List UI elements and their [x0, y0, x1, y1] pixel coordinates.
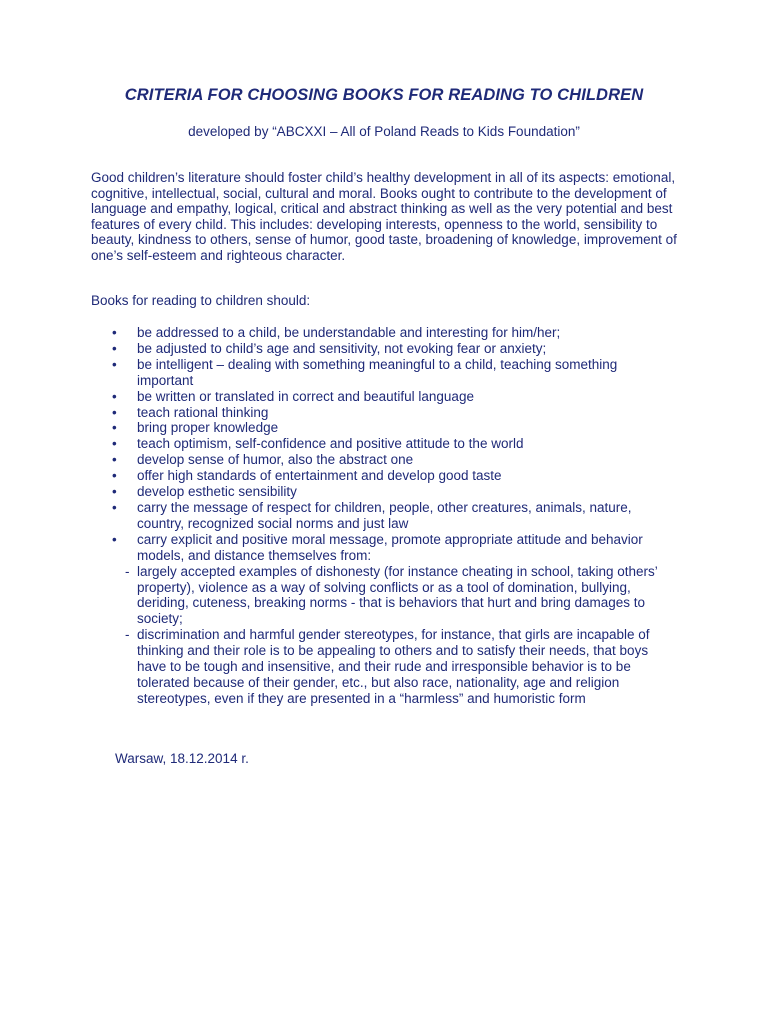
bullet-icon: •: [112, 325, 117, 340]
list-item: [112, 405, 672, 421]
bullet-icon: •: [112, 388, 117, 404]
list-item-text: be intelligent – dealing with something meaningful to a child, teaching something important: [137, 356, 618, 388]
dash-icon: -: [125, 563, 130, 579]
list-item-text: teach rational thinking: [137, 404, 269, 420]
sub-list-item-text: discrimination and harmful gender stereotypes, for instance, that girls are incapable of thinking and their role is to be appealing to others and to satisfy their needs, that boys have to be tough and insensitive, and their rude and irresponsible behavior is to be tolerated because of their gender, etc., but also race, nationality, age and religion stereotypes, even if they are presented in a “harmless” and humoristic form: [137, 627, 650, 706]
intro-paragraph: Good children’s literature should foster child’s healthy development in all of its aspects: emotional, cognitive, intellectual, social, cultural and moral. Books ought to contribute to the development of language and empathy, logical, critical and abstract thinking as well as the very potential and best features of every child. This includes: developing interests, openness to the world, sensibility to beauty, kindness to others, sense of humor, good taste, broadening of knowledge, improvement of one’s self-esteem and righteous character.: [91, 170, 677, 263]
list-item: [112, 532, 672, 707]
place-date-line: Warsaw, 18.12.2014 r.: [115, 751, 249, 766]
bullet-icon: •: [112, 484, 117, 500]
bullet-icon: •: [112, 452, 117, 468]
bullet-icon: •: [112, 531, 117, 547]
list-item-text: be adjusted to child’s age and sensitivity, not evoking fear or anxiety;: [137, 340, 547, 356]
list-item-text: carry the message of respect for children, people, other creatures, animals, nature, country, recognized social norms and just law: [137, 499, 632, 531]
sub-list-item: [125, 627, 672, 707]
bullet-icon: •: [112, 420, 117, 436]
list-item: [112, 357, 672, 389]
sub-list-item: [125, 564, 672, 628]
list-item-text: develop sense of humor, also the abstract one: [137, 452, 414, 468]
list-item-text: be written or translated in correct and beautiful language: [137, 388, 474, 404]
list-item: [112, 452, 672, 468]
bullet-icon: •: [112, 499, 117, 515]
list-item: [112, 500, 672, 532]
bullet-icon: •: [112, 356, 117, 372]
bullet-icon: •: [112, 468, 117, 484]
list-item: [112, 420, 672, 436]
list-item-text: be addressed to a child, be understandable and interesting for him/her;: [137, 325, 561, 340]
list-item: [112, 436, 672, 452]
list-item-text: carry explicit and positive moral message, promote appropriate attitude and behavior models, and distance themselves from:: [137, 531, 643, 563]
list-lead-text: Books for reading to children should:: [91, 293, 311, 308]
list-item-text: offer high standards of entertainment and develop good taste: [137, 468, 502, 484]
list-item: [112, 325, 672, 341]
list-item-text: develop esthetic sensibility: [137, 484, 297, 500]
list-item: [112, 389, 672, 405]
bullet-icon: •: [112, 436, 117, 452]
bullet-icon: •: [112, 340, 117, 356]
list-item-text: bring proper knowledge: [137, 420, 279, 436]
criteria-list: [112, 325, 672, 707]
list-item: [112, 468, 672, 484]
document-title: CRITERIA FOR CHOOSING BOOKS FOR READING TO CHILDREN: [124, 86, 644, 104]
sub-list: [125, 564, 672, 707]
list-item-text: teach optimism, self-confidence and positive attitude to the world: [137, 436, 524, 452]
list-item: [112, 341, 672, 357]
bullet-icon: •: [112, 404, 117, 420]
list-item: [112, 484, 672, 500]
sub-list-item-text: largely accepted examples of dishonesty (for instance cheating in school, taking others’ property), violence as a way of solving conflicts or as a tool of domination, bullying, deriding, cuteness, breaking norms - that is behaviors that hurt and bring damages to society;: [137, 563, 658, 627]
dash-icon: -: [125, 627, 130, 643]
document-subtitle: developed by “ABCXXI – All of Poland Reads to Kids Foundation”: [188, 124, 580, 139]
